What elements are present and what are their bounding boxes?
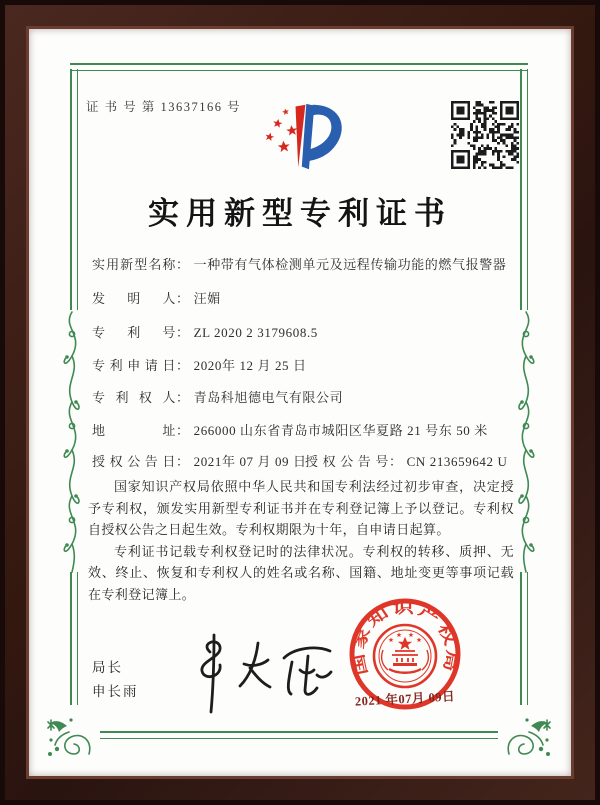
floral-corner-bottom-right [503, 712, 553, 762]
field-label: 专利号 [92, 325, 176, 340]
vine-ornament-right [512, 310, 540, 574]
field-label: 实用新型名称 [92, 257, 176, 272]
field-row [92, 288, 522, 307]
field-row [92, 322, 522, 341]
vine-ornament-left [58, 310, 86, 574]
field-label: 专利权人 [92, 390, 176, 405]
field-label: 地址 [92, 423, 176, 438]
field-value: 一种带有气体检测单元及远程传输功能的燃气报警器 [193, 257, 507, 272]
floral-corner-bottom-left [45, 712, 95, 762]
seal-date: 2021 年07月 09日 [354, 689, 456, 709]
field-value: 2020年 12 月 25 日 [193, 358, 307, 373]
legal-paragraph-1: 国家知识产权局依照中华人民共和国专利法经过初步审查，决定授予专利权，颁发实用新型专利证书并在专利登记簿上予以登记。专利权自授权公告之日起生效。专利权期限为十年，自申请日起算。 [88, 479, 514, 537]
director-signature [178, 630, 338, 718]
field-value: ZL 2020 2 3179608.5 [193, 325, 318, 340]
director-block [92, 656, 139, 704]
field-row [92, 387, 522, 406]
certificate-title: 实用新型专利证书 [148, 196, 452, 231]
field-value: CN 213659642 U [406, 454, 508, 469]
field-row-grant [92, 451, 522, 470]
certificate-number: 证 书 号 第 13637166 号 [86, 100, 242, 114]
national-emblem [374, 625, 436, 687]
director-name: 申长雨 [92, 684, 139, 699]
field-value: 2021年 07 月 09 日 [193, 454, 307, 469]
field-row [92, 355, 522, 374]
field-value: 汪媚 [193, 291, 221, 306]
field-label: 授权公告日 [92, 454, 176, 469]
field-value: 266000 山东省青岛市城阳区华夏路 21 号东 50 米 [193, 423, 488, 438]
grant-number-pair [305, 451, 507, 470]
field-row [92, 420, 522, 439]
cnipa-seal [335, 584, 475, 730]
seal-ring-text: 国家知识产权局 [350, 600, 461, 677]
colon: ： [176, 325, 190, 340]
qr-code [451, 101, 519, 169]
colon: ： [176, 291, 190, 306]
cnipa-logo [252, 94, 348, 180]
director-title: 局长 [92, 660, 123, 675]
colon: ： [176, 423, 190, 438]
legal-paragraph-2: 专利证书记载专利权登记时的法律状况。专利权的转移、质押、无效、终止、恢复和专利权人的姓名或名称、国籍、地址变更等事项记载在专利登记簿上。 [88, 543, 514, 602]
field-label: 专利申请日 [92, 358, 176, 373]
colon: ： [176, 257, 190, 272]
colon: ： [176, 390, 190, 405]
field-label: 发明人 [92, 291, 176, 306]
colon: ： [389, 454, 403, 469]
field-label: 授权公告号 [305, 454, 389, 469]
field-value: 青岛科旭德电气有限公司 [193, 390, 344, 405]
colon: ： [176, 358, 190, 373]
field-row [92, 254, 522, 273]
colon: ： [176, 454, 190, 469]
